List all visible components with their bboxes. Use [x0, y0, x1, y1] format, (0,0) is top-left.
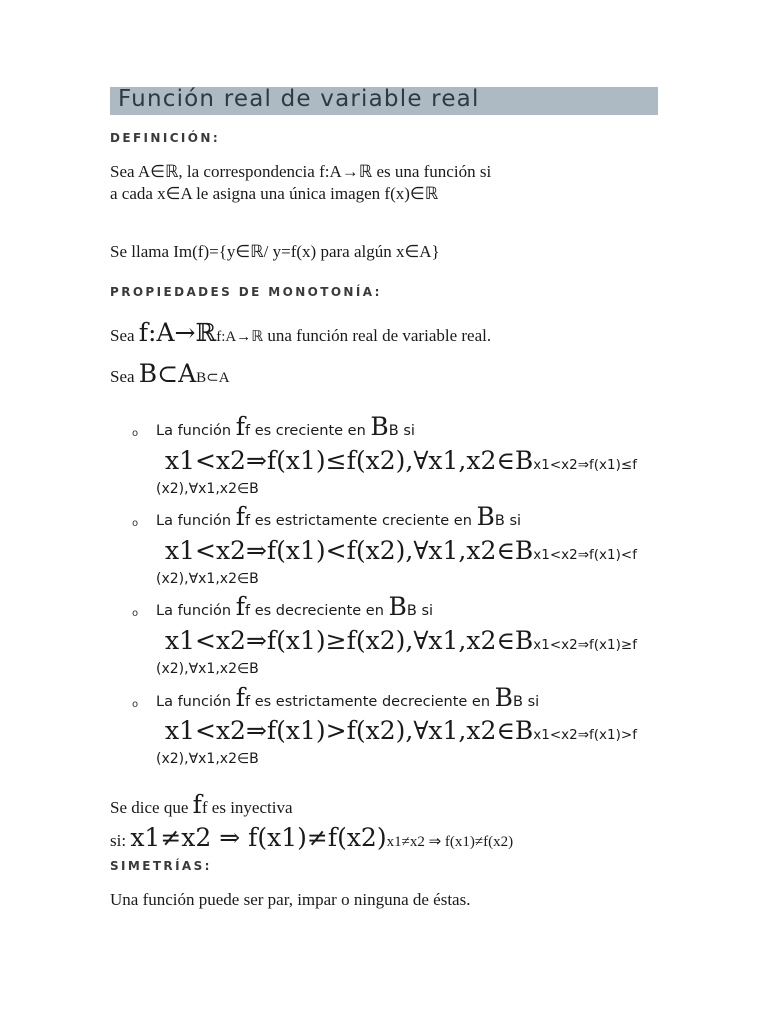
heading-monotonia: PROPIEDADES DE MONOTONÍA: — [110, 285, 382, 299]
inyectiva-formula-line — [110, 823, 513, 852]
f-small: f — [245, 513, 251, 529]
sea-function-line — [110, 318, 491, 347]
formula-continuation: (x2),∀x1,x2∈B — [156, 571, 259, 587]
b-large: B — [494, 683, 514, 712]
b-large: B — [388, 592, 407, 621]
formula-large: x1<x2⇒f(x1)<f(x2),∀x1,x2∈B — [165, 536, 534, 565]
math-formula — [165, 626, 637, 655]
list-item — [156, 592, 433, 621]
f-small: f — [245, 423, 251, 439]
list-item — [156, 502, 521, 531]
definicion-line-1: Sea A∈ℝ, la correspondencia f:A→ℝ es una función si — [110, 162, 492, 181]
item-mid: es creciente en — [250, 423, 371, 439]
list-item — [156, 683, 539, 712]
formula-small: x1<x2⇒f(x1)≥f — [533, 637, 637, 653]
si-label: si: — [110, 831, 131, 850]
inyectiva-pre: Se dice que — [110, 798, 193, 817]
b-large: B — [370, 412, 389, 441]
item-post: si — [504, 513, 522, 529]
f-small: f — [245, 694, 251, 710]
f-small: f — [245, 603, 251, 619]
f-large: f — [235, 502, 245, 531]
sea-prefix-2: Sea — [110, 367, 139, 386]
f-large: f — [235, 683, 245, 712]
item-post: si — [398, 423, 415, 439]
inyectiva-line — [110, 790, 293, 819]
formula-continuation: (x2),∀x1,x2∈B — [156, 751, 259, 767]
inyectiva-post: es inyectiva — [207, 798, 293, 817]
math-formula — [165, 446, 637, 475]
formula-large: x1<x2⇒f(x1)≤f(x2),∀x1,x2∈B — [165, 446, 534, 475]
function-notation-small: f:A→ℝ — [216, 329, 264, 345]
item-pre: La función — [156, 513, 236, 529]
simetrias-line: Una función puede ser par, impar o ninguna de éstas. — [110, 890, 471, 909]
b-small: B — [513, 694, 523, 710]
bullet-icon: o — [132, 608, 139, 619]
subset-notation-small: B⊂A — [196, 370, 230, 386]
bullet-icon: o — [132, 428, 139, 439]
item-mid: es decreciente en — [250, 603, 389, 619]
item-mid: es estrictamente creciente en — [250, 513, 477, 529]
item-pre: La función — [156, 603, 236, 619]
bullet-icon: o — [132, 699, 139, 710]
sea-prefix: Sea — [110, 326, 139, 345]
imagen-definition: Se llama Im(f)={y∈ℝ/ y=f(x) para algún x∈A} — [110, 242, 440, 261]
inyectiva-formula-small: x1≠x2 ⇒ f(x1)≠f(x2) — [386, 834, 514, 850]
f-large: f — [235, 592, 245, 621]
formula-small: x1<x2⇒f(x1)≤f — [533, 457, 637, 473]
sea-function-rest: una función real de variable real. — [263, 326, 492, 345]
sea-subset-line — [110, 359, 230, 388]
item-mid: es estrictamente decreciente en — [250, 694, 495, 710]
math-formula — [165, 536, 637, 565]
formula-small: x1<x2⇒f(x1)<f — [533, 547, 637, 563]
b-small: B — [388, 423, 399, 439]
formula-large: x1<x2⇒f(x1)>f(x2),∀x1,x2∈B — [165, 716, 534, 745]
f-large: f — [192, 790, 202, 819]
formula-continuation: (x2),∀x1,x2∈B — [156, 481, 259, 497]
heading-simetrias: SIMETRÍAS: — [110, 859, 212, 873]
item-pre: La función — [156, 694, 236, 710]
formula-small: x1<x2⇒f(x1)>f — [533, 727, 637, 743]
f-small: f — [201, 798, 208, 817]
inyectiva-formula-large: x1≠x2 ⇒ f(x1)≠f(x2) — [130, 823, 387, 852]
bullet-icon: o — [132, 518, 139, 529]
formula-large: x1<x2⇒f(x1)≥f(x2),∀x1,x2∈B — [165, 626, 534, 655]
b-small: B — [406, 603, 417, 619]
function-notation-large: f:A→ℝ — [138, 318, 217, 347]
list-item — [156, 412, 415, 441]
formula-continuation: (x2),∀x1,x2∈B — [156, 661, 259, 677]
subset-notation-large: B⊂A — [138, 359, 197, 388]
math-formula — [165, 716, 637, 745]
item-post: si — [522, 694, 540, 710]
page-title: Función real de variable real — [118, 86, 480, 112]
f-large: f — [235, 412, 245, 441]
title-bar — [110, 87, 658, 115]
b-large: B — [476, 502, 495, 531]
b-small: B — [494, 513, 505, 529]
definicion-line-2: a cada x∈A le asigna una única imagen f(x)∈ℝ — [110, 184, 439, 203]
item-post: si — [416, 603, 434, 619]
item-pre: La función — [156, 423, 236, 439]
heading-definicion: DEFINICIÓN: — [110, 131, 221, 145]
